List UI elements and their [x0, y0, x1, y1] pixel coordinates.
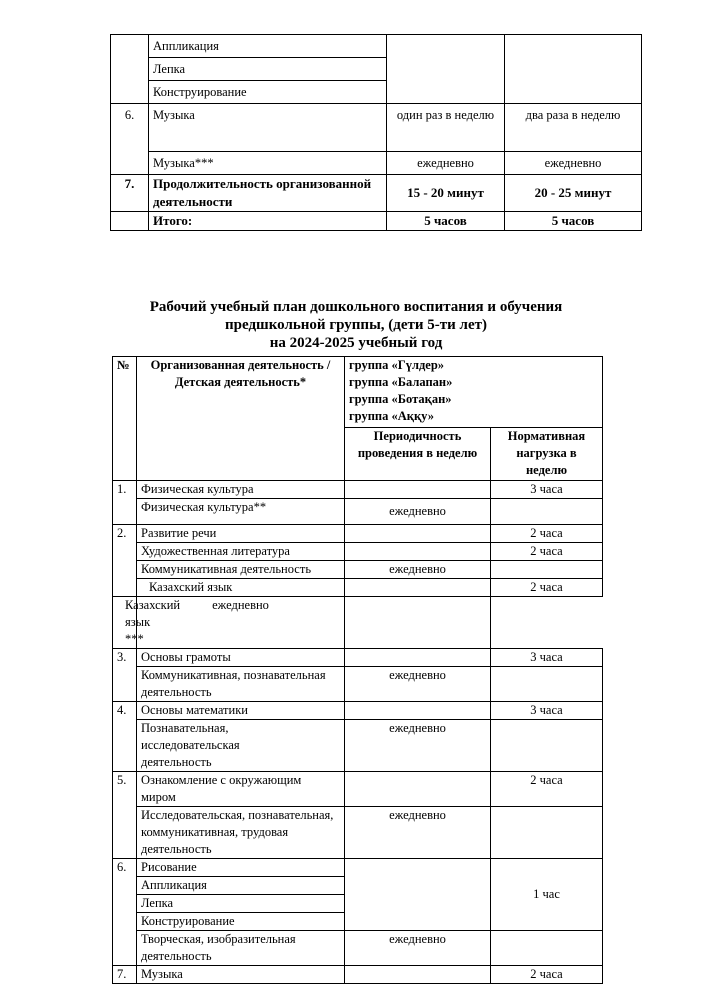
activity-name: Музыка*** — [149, 152, 387, 175]
frequency-cell: ежедневно — [505, 152, 642, 175]
activity-name: Художественная литература — [137, 543, 345, 561]
norm-cell: 2 часа — [491, 772, 603, 807]
activity-name: Аппликация — [137, 877, 345, 895]
table-row — [113, 859, 603, 877]
row-number: 5. — [113, 772, 137, 859]
norm-cell: 2 часа — [491, 543, 603, 561]
activity-name: Исследовательская, познавательная, коммуникативная, трудовая деятельность — [137, 807, 345, 859]
activity-name: Основы грамоты — [137, 649, 345, 667]
table-row — [113, 649, 603, 667]
activity-name: Конструирование — [137, 913, 345, 931]
period-cell: ежедневно — [345, 667, 491, 702]
previous-plan-table — [110, 34, 642, 231]
row-number: 3. — [113, 649, 137, 702]
plan-title — [0, 298, 712, 352]
activity-name: Казахский язык *** — [113, 597, 137, 649]
table-row — [113, 597, 603, 649]
title-line: Рабочий учебный план дошкольного воспитания и обучения — [149, 299, 563, 315]
table-row — [113, 579, 603, 597]
activity-name: Физическая культура — [137, 481, 345, 499]
groups-header — [345, 357, 603, 428]
table-row — [113, 966, 603, 984]
activity-name: Коммуникативная, познавательная деятельность — [137, 667, 345, 702]
activity-name: Коммуникативная деятельность — [137, 561, 345, 579]
row-number — [111, 35, 149, 104]
activity-header: Организованная деятельность / Детская деятельность* — [137, 357, 345, 481]
total-label: Итого: — [149, 212, 387, 231]
row-number: 2. — [113, 525, 137, 597]
table-row — [113, 931, 603, 966]
table-row — [111, 152, 642, 175]
activity-name: Музыка — [149, 104, 387, 152]
period-header: Периодичность проведения в неделю — [345, 428, 491, 481]
period-cell: ежедневно — [345, 931, 491, 966]
frequency-cell: один раз в неделю — [387, 104, 505, 152]
period-cell: ежедневно — [137, 597, 345, 649]
activity-name: Музыка — [137, 966, 345, 984]
period-cell: ежедневно — [345, 561, 491, 579]
total-cell: 5 часов — [387, 212, 505, 231]
frequency-cell: ежедневно — [387, 152, 505, 175]
activity-name: Ознакомление с окружающим миром — [137, 772, 345, 807]
table-row — [111, 104, 642, 152]
activity-name: Лепка — [149, 58, 387, 81]
activity-name: Творческая, изобразительная деятельность — [137, 931, 345, 966]
table-row — [113, 807, 603, 859]
table-row — [113, 481, 603, 499]
table-row — [111, 175, 642, 212]
activity-name: Казахский язык — [137, 579, 345, 597]
row-number: 7. — [113, 966, 137, 984]
activity-name: Аппликация — [149, 35, 387, 58]
group-name: группа «Ботақан» — [349, 392, 452, 406]
norm-cell: 3 часа — [491, 702, 603, 720]
row-number: 7. — [111, 175, 149, 212]
title-line: предшкольной группы, (дети 5-ти лет) — [225, 317, 487, 333]
group-name: группа «Гүлдер» — [349, 358, 445, 372]
period-cell: ежедневно — [345, 720, 491, 772]
activity-name: Конструирование — [149, 81, 387, 104]
duration-cell: 15 - 20 минут — [387, 175, 505, 212]
table-row — [113, 525, 603, 543]
norm-cell: 3 часа — [491, 649, 603, 667]
number-header: № — [113, 357, 137, 481]
frequency-cell: два раза в неделю — [505, 104, 642, 152]
row-number: 1. — [113, 481, 137, 525]
row-number: 6. — [113, 859, 137, 966]
curriculum-table — [112, 356, 603, 984]
group-name: группа «Аққу» — [349, 409, 434, 423]
table-row — [113, 667, 603, 702]
table-row — [113, 499, 603, 525]
table-row — [113, 720, 603, 772]
norm-cell: 2 часа — [491, 966, 603, 984]
activity-name: Физическая культура** — [137, 499, 345, 525]
group-name: группа «Балапан» — [349, 375, 453, 389]
table-row — [113, 772, 603, 807]
activity-name: Продолжительность организованной деятельности — [149, 175, 387, 212]
norm-cell: 3 часа — [491, 481, 603, 499]
activity-name: Основы математики — [137, 702, 345, 720]
table-row — [113, 543, 603, 561]
table-row — [111, 35, 642, 58]
activity-name: Развитие речи — [137, 525, 345, 543]
header-row — [113, 357, 603, 428]
period-cell: ежедневно — [345, 807, 491, 859]
title-line: на 2024-2025 учебный год — [269, 335, 443, 351]
table-row — [111, 212, 642, 231]
activity-name: Рисование — [137, 859, 345, 877]
row-number: 6. — [111, 104, 149, 175]
period-cell: ежедневно — [345, 499, 491, 525]
norm-header: Нормативная нагрузка в неделю — [491, 428, 603, 481]
norm-cell: 2 часа — [491, 579, 603, 597]
total-cell: 5 часов — [505, 212, 642, 231]
duration-cell: 20 - 25 минут — [505, 175, 642, 212]
activity-name: Лепка — [137, 895, 345, 913]
row-number: 4. — [113, 702, 137, 772]
table-row — [113, 702, 603, 720]
norm-cell: 1 час — [491, 859, 603, 931]
norm-cell: 2 часа — [491, 525, 603, 543]
activity-name: Познавательная, исследовательская деятельность — [137, 720, 345, 772]
table-row — [113, 561, 603, 579]
